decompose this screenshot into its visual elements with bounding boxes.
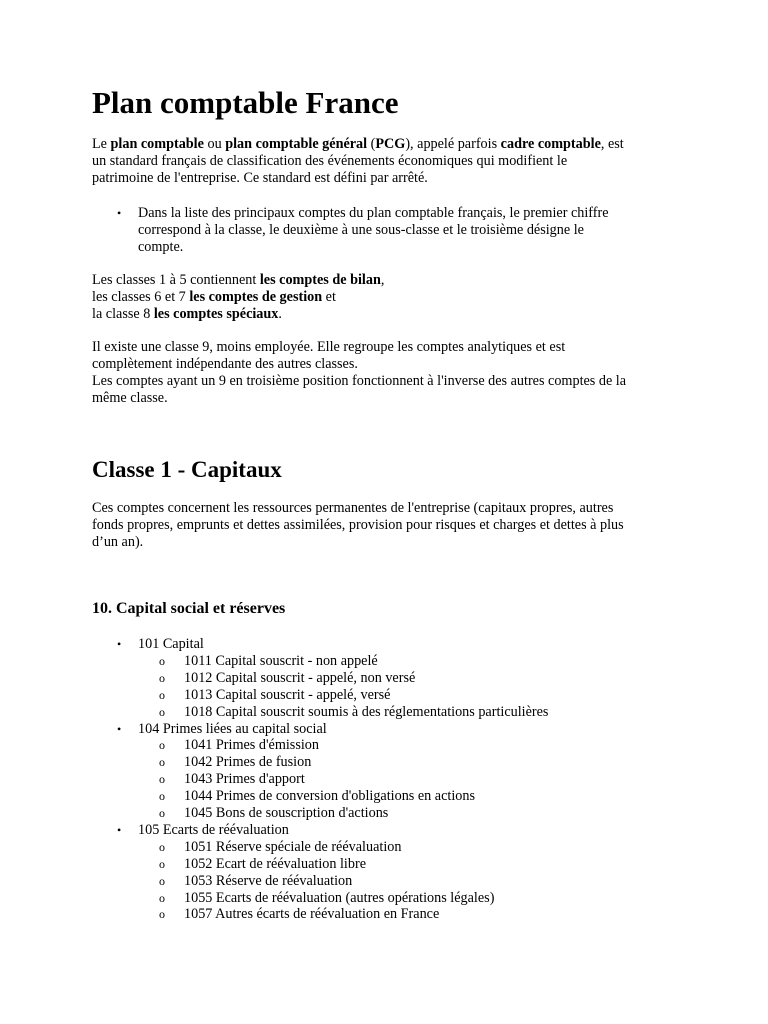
classe9-line-2: complètement indépendante des autres classes. [92,356,358,372]
sub-account-label: 1041 Primes d'émission [184,737,319,754]
list-item [159,771,305,788]
list-item [159,669,416,687]
list-item [159,703,549,721]
account-label: 101 Capital [138,636,204,652]
classes-line-2: les classes 6 et 7 les comptes de gestion et [92,289,336,305]
classe9-line-3: Les comptes ayant un 9 en troisième position fonctionnent à l'inverse des autres comptes de la [92,373,627,389]
list-item [159,652,378,670]
account-label: 104 Primes liées au capital social [138,720,327,737]
account-label: 105 Ecarts de réévaluation [138,821,289,838]
bullet-item [117,205,609,256]
circle-bullet-icon: o [159,704,165,719]
circle-bullet-icon: o [159,806,165,820]
sub-account-label: 1057 Autres écarts de réévaluation en France [184,906,440,923]
list-item [159,788,475,805]
bullet-line-1: Dans la liste des principaux comptes du plan comptable français, le premier chiffre [138,205,609,221]
sub-account-label: 1051 Réserve spéciale de réévaluation [184,838,402,855]
circle-bullet-icon: o [159,839,165,854]
list-item [117,821,289,839]
bullet-icon: • [117,721,122,736]
list-item [159,855,366,873]
sub-account-label: 1055 Ecarts de réévaluation (autres opérations légales) [184,889,495,906]
sub-account-label: 1018 Capital souscrit soumis à des réglementations particulières [184,703,549,720]
circle-bullet-icon: o [159,856,165,871]
intro-line-3: patrimoine de l'entreprise. Ce standard est défini par arrêté. [92,170,428,186]
sub-account-label: 1042 Primes de fusion [184,754,312,771]
subsection-heading-10: 10. Capital social et réserves [92,600,286,617]
classe9-line-4: même classe. [92,390,168,406]
classes-line-3: la classe 8 les comptes spéciaux. [92,306,282,322]
circle-bullet-icon: o [159,890,165,905]
circle-bullet-icon: o [159,755,165,770]
circle-bullet-icon: o [159,738,165,753]
circle-bullet-icon: o [159,873,165,888]
sub-account-label: 1012 Capital souscrit - appelé, non versé [184,669,416,686]
page-title: Plan comptable France [92,85,399,120]
circle-bullet-icon: o [159,907,165,922]
classes-paragraph [92,272,688,323]
sub-account-label: 1043 Primes d'apport [184,771,305,788]
section1-line-3: d’un an). [92,534,144,550]
circle-bullet-icon: o [159,772,165,787]
section-heading-classe-1: Classe 1 - Capitaux [92,457,282,482]
list-item [159,906,440,923]
bullet-icon: • [117,206,122,220]
list-item [159,805,389,822]
intro-line-1: Le plan comptable ou plan comptable général (PCG), appelé parfois cadre comptable, est [92,136,624,152]
classe9-line-1: Il existe une classe 9, moins employée. Elle regroupe les comptes analytiques et est [92,339,566,355]
list-item [159,754,312,771]
sub-account-label: 1013 Capital souscrit - appelé, versé [184,686,391,703]
sub-account-label: 1053 Réserve de réévaluation [184,872,353,889]
list-item [159,872,353,890]
sub-account-label: 1045 Bons de souscription d'actions [184,805,389,821]
bullet-icon: • [117,637,122,651]
bullet-icon: • [117,822,122,837]
section1-line-1: Ces comptes concernent les ressources permanentes de l'entreprise (capitaux propres, autres [92,500,614,516]
list-item [159,686,391,704]
section1-paragraph [92,500,688,551]
bullet-line-2: correspond à la classe, le deuxième à une sous-classe et le troisième désigne le [138,222,584,238]
sub-account-label: 1052 Ecart de réévaluation libre [184,855,366,872]
section1-line-2: fonds propres, emprunts et dettes assimilées, provision pour risques et charges et dettes à plus [92,517,624,533]
bullet-line-3: compte. [138,239,184,255]
intro-paragraph [92,136,688,187]
list-item [159,838,402,856]
circle-bullet-icon: o [159,670,165,685]
classe9-paragraph [92,339,688,407]
classes-line-1: Les classes 1 à 5 contiennent les comptes de bilan, [92,272,385,288]
intro-line-2: un standard français de classification des événements économiques qui modifient le [92,153,568,169]
sub-account-label: 1044 Primes de conversion d'obligations en actions [184,788,475,805]
circle-bullet-icon: o [159,789,165,804]
list-item [117,720,327,738]
sub-account-label: 1011 Capital souscrit - non appelé [184,652,378,669]
circle-bullet-icon: o [159,687,165,702]
list-item [159,737,319,754]
list-item [117,636,204,653]
circle-bullet-icon: o [159,653,165,668]
list-item [159,889,495,907]
